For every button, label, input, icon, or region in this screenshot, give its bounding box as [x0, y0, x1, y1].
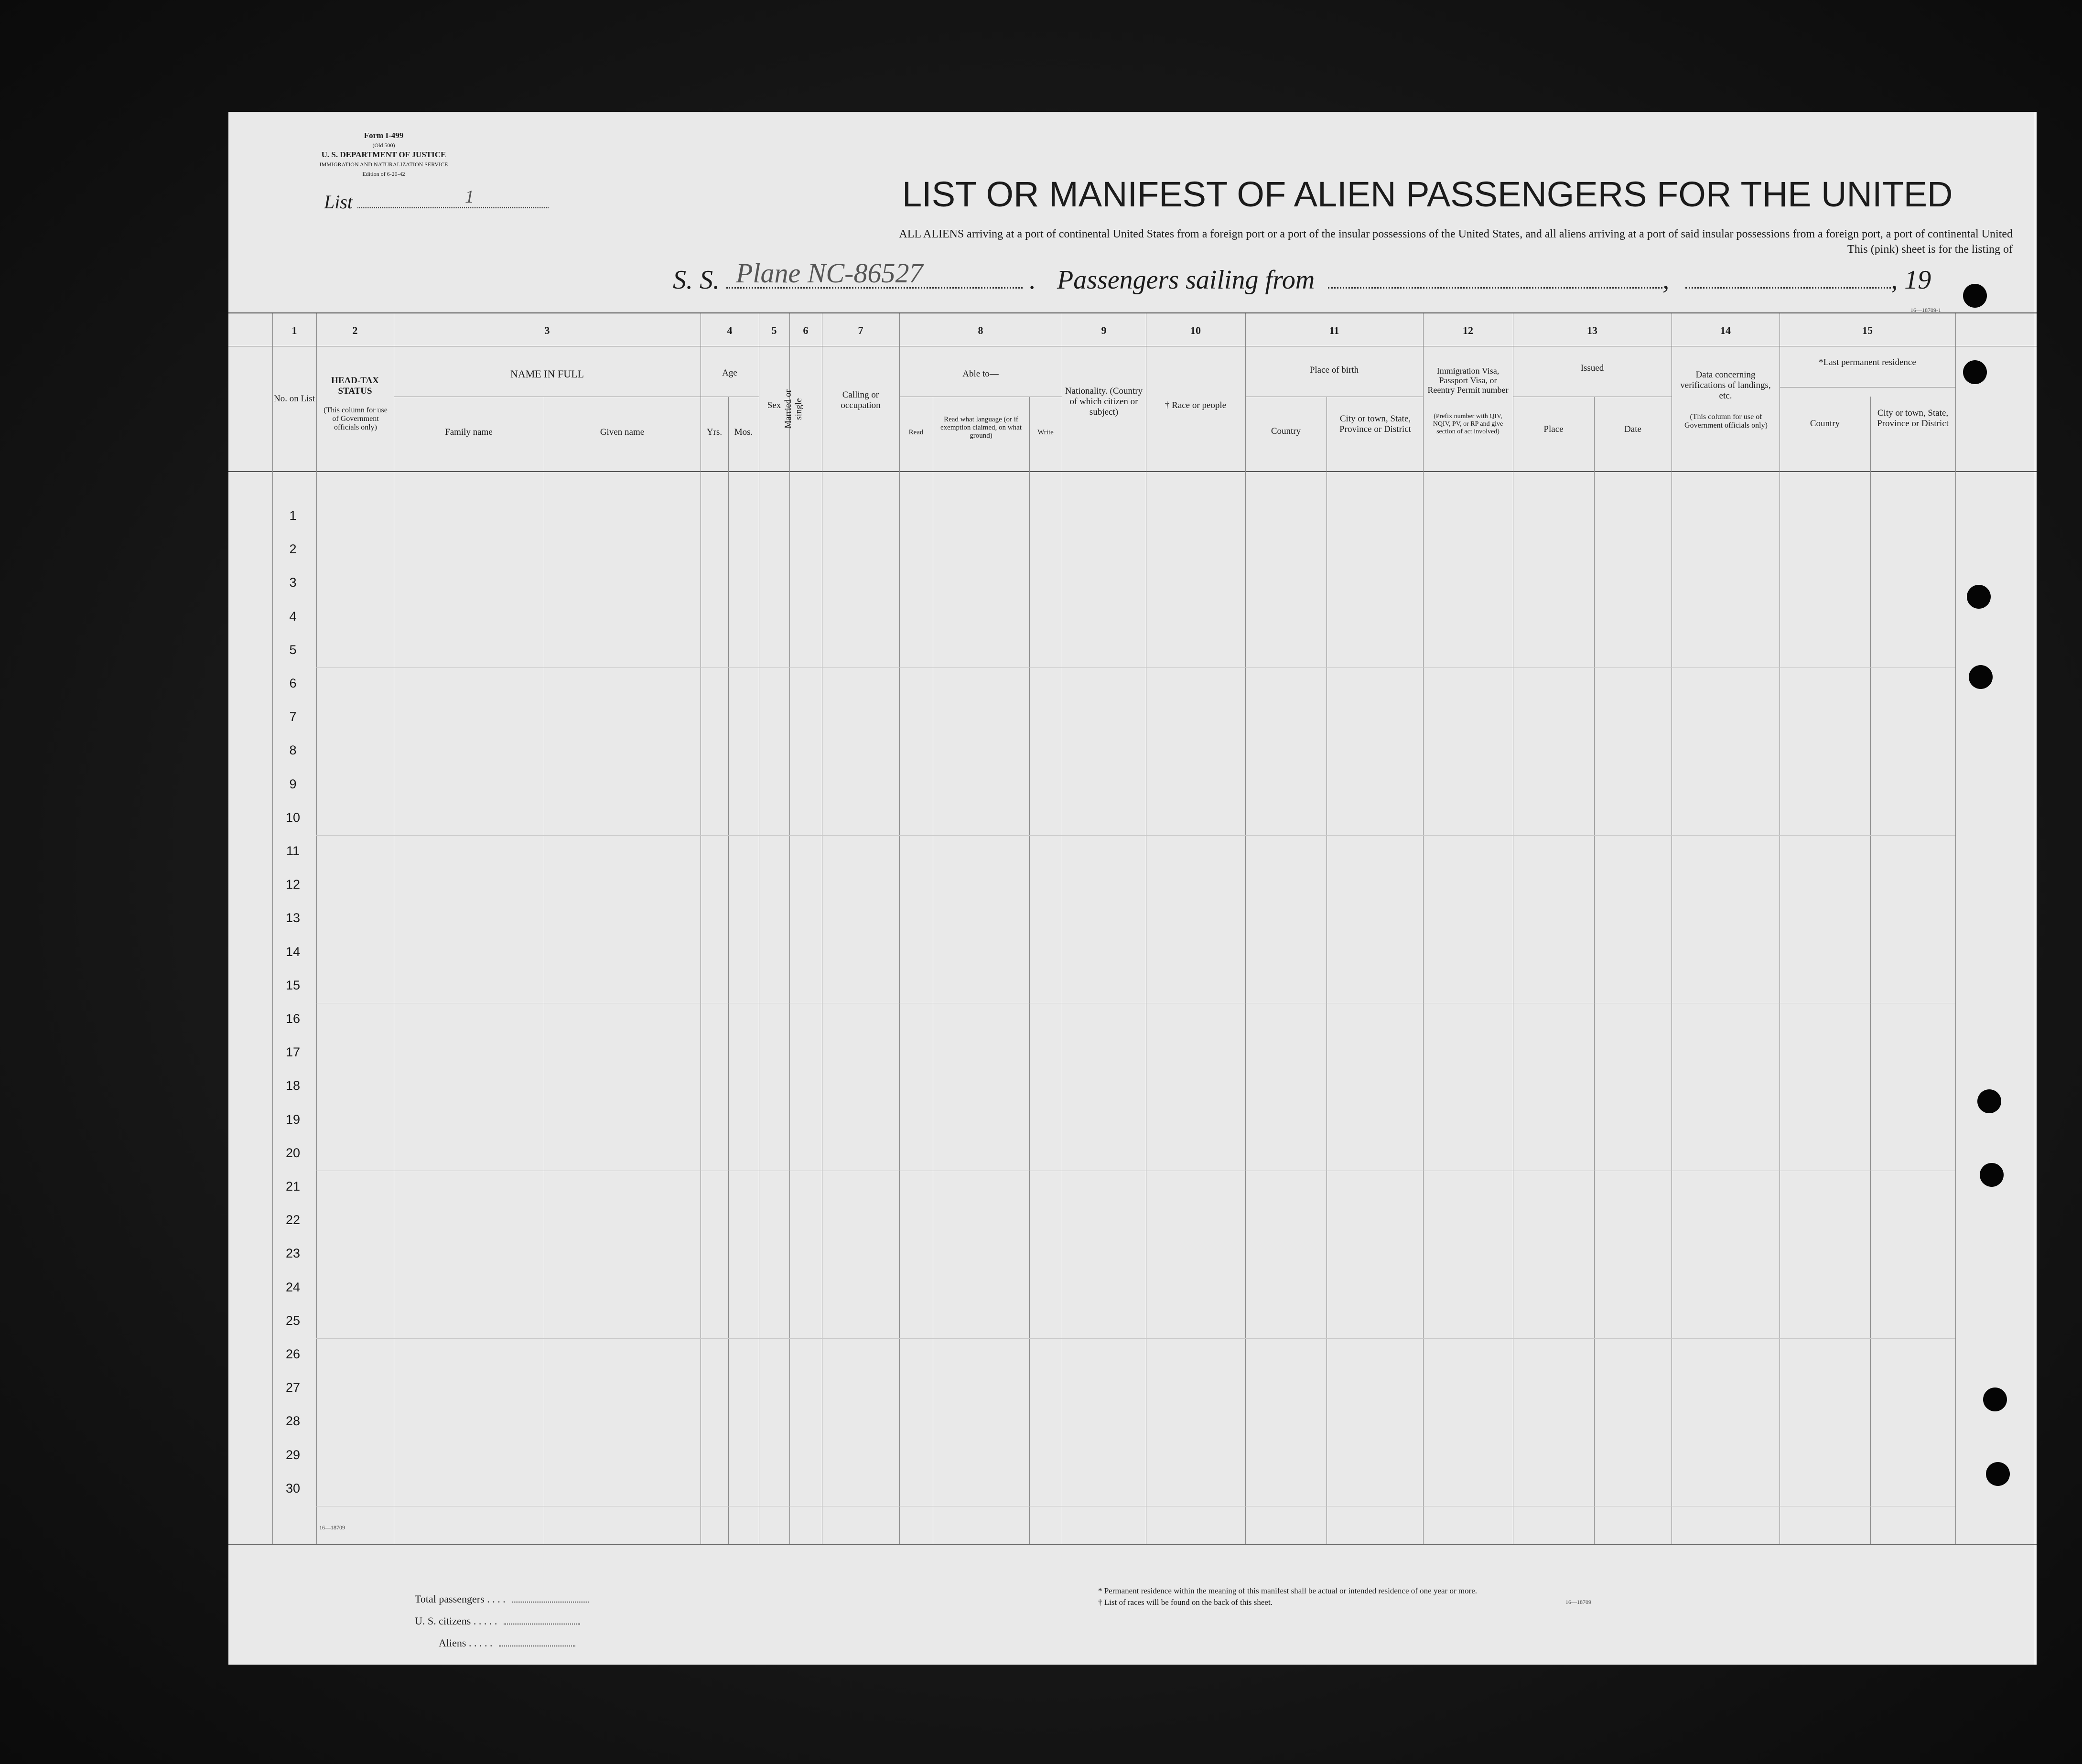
header-verifications: Data concerning verifications of landings, etc. — [1680, 370, 1771, 401]
year-label: 19 — [1904, 265, 1931, 295]
form-edition: Edition of 6-20-42 — [362, 171, 405, 177]
row-number: 11 — [286, 844, 300, 858]
column-number: 15 — [1862, 324, 1873, 336]
column-number: 5 — [771, 324, 777, 336]
row-number: 17 — [285, 1045, 301, 1060]
row-number: 2 — [289, 542, 297, 557]
total-passengers-row — [415, 1593, 589, 1605]
header-write: Write — [1037, 429, 1054, 436]
service-name: IMMIGRATION AND NATURALIZATION SERVICE — [319, 161, 448, 168]
header-birth-country: Country — [1271, 426, 1301, 436]
print-reference: 16—18709 — [319, 1524, 345, 1531]
column-number: 1 — [291, 324, 297, 336]
department-name: U. S. DEPARTMENT OF JUSTICE — [321, 150, 446, 159]
aliens-label: Aliens . . . . . — [439, 1637, 493, 1649]
header-visa-note: (Prefix number with QIV, NQIV, PV, or RP and give section of act involved) — [1433, 413, 1503, 435]
row-group-rule — [316, 667, 1955, 668]
header-visa: Immigration Visa, Passport Visa, or Reentry Permit number — [1427, 366, 1509, 395]
header-head-tax: HEAD-TAX STATUS — [331, 376, 379, 396]
row-number: 9 — [289, 776, 297, 791]
binder-hole — [1980, 1163, 2004, 1187]
row-number: 3 — [289, 575, 297, 590]
ship-name-field — [726, 258, 1023, 289]
header-verifications-note: (This column for use of Government officials only) — [1684, 413, 1768, 430]
binder-hole — [1963, 284, 1987, 308]
row-number: 19 — [285, 1112, 301, 1127]
header-calling: Calling or occupation — [841, 390, 881, 410]
header-read: Read — [908, 429, 924, 436]
subtitle-line-2: This (pink) sheet is for the listing of — [1847, 243, 2013, 256]
header-given-name: Given name — [600, 427, 645, 437]
row-number: 13 — [285, 911, 301, 925]
column-number: 11 — [1329, 324, 1339, 336]
row-number: 8 — [289, 743, 297, 758]
list-line — [357, 187, 549, 208]
sailing-from-field — [1328, 268, 1662, 289]
form-old-number: (Old 500) — [372, 142, 395, 149]
row-group-rule — [316, 1338, 1955, 1339]
header-residence-country: Country — [1810, 419, 1840, 429]
header-name-in-full: NAME IN FULL — [510, 368, 584, 380]
header-issued: Issued — [1580, 363, 1604, 373]
header-sex: Sex — [767, 400, 781, 410]
aliens-row — [439, 1637, 575, 1649]
header-read-language: Read what language (or if exemption claimed, on what ground) — [940, 416, 1022, 440]
ss-label: S. S. — [673, 265, 720, 295]
row-number: 24 — [285, 1280, 301, 1294]
header-no-on-list: No. on List — [273, 394, 315, 404]
list-label: List — [324, 191, 353, 213]
column-number: 12 — [1463, 324, 1473, 336]
print-reference: 16—18709-1 — [1910, 307, 1941, 313]
row-number: 16 — [285, 1011, 301, 1026]
form-number: Form I-499 — [364, 131, 404, 140]
footnote-races: † List of races will be found on the back of this sheet. — [1098, 1598, 1273, 1607]
sailing-row: S. S. Plane NC-86527 . Passengers sailing from , , 19 — [673, 258, 1931, 295]
subtitle-line-1: ALL ALIENS arriving at a port of continental United States from a foreign port or a port of the insular possessions of the United States, and all aliens arriving at a port of said insular possessions from a foreign port, a port of continental United — [899, 228, 2013, 240]
column-number: 9 — [1101, 324, 1107, 336]
header-married: Married or single — [783, 389, 804, 429]
row-number: 6 — [289, 676, 297, 690]
row-number: 23 — [285, 1246, 301, 1261]
header-yrs: Yrs. — [706, 427, 723, 437]
row-number: 20 — [285, 1145, 301, 1160]
header-place-of-birth: Place of birth — [1309, 365, 1359, 375]
row-group-rule — [316, 835, 1955, 836]
row-number: 29 — [285, 1447, 301, 1462]
header-able-to: Able to— — [962, 369, 999, 379]
us-citizens-label: U. S. citizens . . . . . — [415, 1615, 497, 1627]
us-citizens-row — [415, 1615, 580, 1627]
manifest-sheet — [228, 112, 2037, 1665]
column-number: 2 — [352, 324, 358, 336]
header-issued-date: Date — [1624, 424, 1641, 434]
table-bottom-rule — [228, 1544, 2037, 1545]
header-birth-city: City or town, State, Province or District — [1339, 414, 1411, 434]
row-number: 28 — [285, 1414, 301, 1429]
passengers-sailing-label: Passengers sailing from — [1057, 265, 1315, 295]
header-last-residence: *Last permanent residence — [1819, 357, 1916, 367]
column-number: 7 — [858, 324, 863, 336]
row-number: 14 — [285, 944, 301, 959]
binder-hole — [1969, 665, 1993, 689]
header-nationality: Nationality. (Country of which citizen or subject) — [1065, 386, 1143, 417]
column-number: 13 — [1587, 324, 1597, 336]
header-issued-place: Place — [1543, 424, 1564, 434]
column-number: 3 — [544, 324, 550, 336]
list-value: 1 — [465, 187, 475, 207]
row-number: 22 — [285, 1213, 301, 1227]
column-number: 4 — [727, 324, 733, 336]
sailing-date-field — [1685, 268, 1891, 289]
row-number: 12 — [285, 877, 301, 892]
total-passengers-label: Total passengers . . . . — [415, 1593, 506, 1605]
row-number: 21 — [285, 1179, 301, 1194]
subtitle — [572, 226, 2013, 257]
row-number: 25 — [285, 1313, 301, 1328]
binder-hole — [1983, 1388, 2007, 1411]
binder-hole — [1986, 1462, 2010, 1486]
row-number: 7 — [289, 710, 297, 724]
header-mos: Mos. — [734, 427, 753, 437]
column-number: 14 — [1720, 324, 1731, 336]
row-number: 10 — [285, 810, 301, 825]
binder-hole — [1967, 585, 1991, 609]
binder-hole — [1977, 1089, 2001, 1113]
row-number: 26 — [285, 1347, 301, 1361]
footnote-residence: * Permanent residence within the meaning of this manifest shall be actual or intended residence of one year or more. — [1098, 1586, 1478, 1595]
column-number: 10 — [1190, 324, 1201, 336]
form-identifier — [314, 131, 453, 179]
row-number: 5 — [289, 642, 297, 657]
print-reference: 16—18709 — [1565, 1599, 1591, 1605]
table-top-rule — [228, 312, 2037, 313]
header-head-tax-note: (This column for use of Government officials only) — [324, 406, 388, 431]
page-title: LIST OR MANIFEST OF ALIEN PASSENGERS FOR THE UNITED — [902, 174, 1953, 214]
row-number: 4 — [289, 609, 297, 624]
header-bottom-rule — [228, 471, 2037, 472]
list-number-field — [324, 187, 549, 213]
header-residence-city: City or town, State, Province or District — [1877, 408, 1949, 429]
row-number: 27 — [285, 1380, 301, 1395]
column-number: 6 — [803, 324, 809, 336]
column-number: 8 — [978, 324, 983, 336]
header-family-name: Family name — [445, 427, 493, 437]
header-race: † Race or people — [1165, 400, 1227, 410]
row-number: 30 — [285, 1481, 301, 1495]
binder-hole — [1963, 360, 1987, 384]
row-number: 15 — [285, 978, 301, 992]
ship-name-handwritten: Plane NC-86527 — [736, 258, 923, 289]
header-age: Age — [722, 368, 737, 378]
row-number: 1 — [289, 508, 297, 523]
row-number: 18 — [285, 1078, 301, 1093]
